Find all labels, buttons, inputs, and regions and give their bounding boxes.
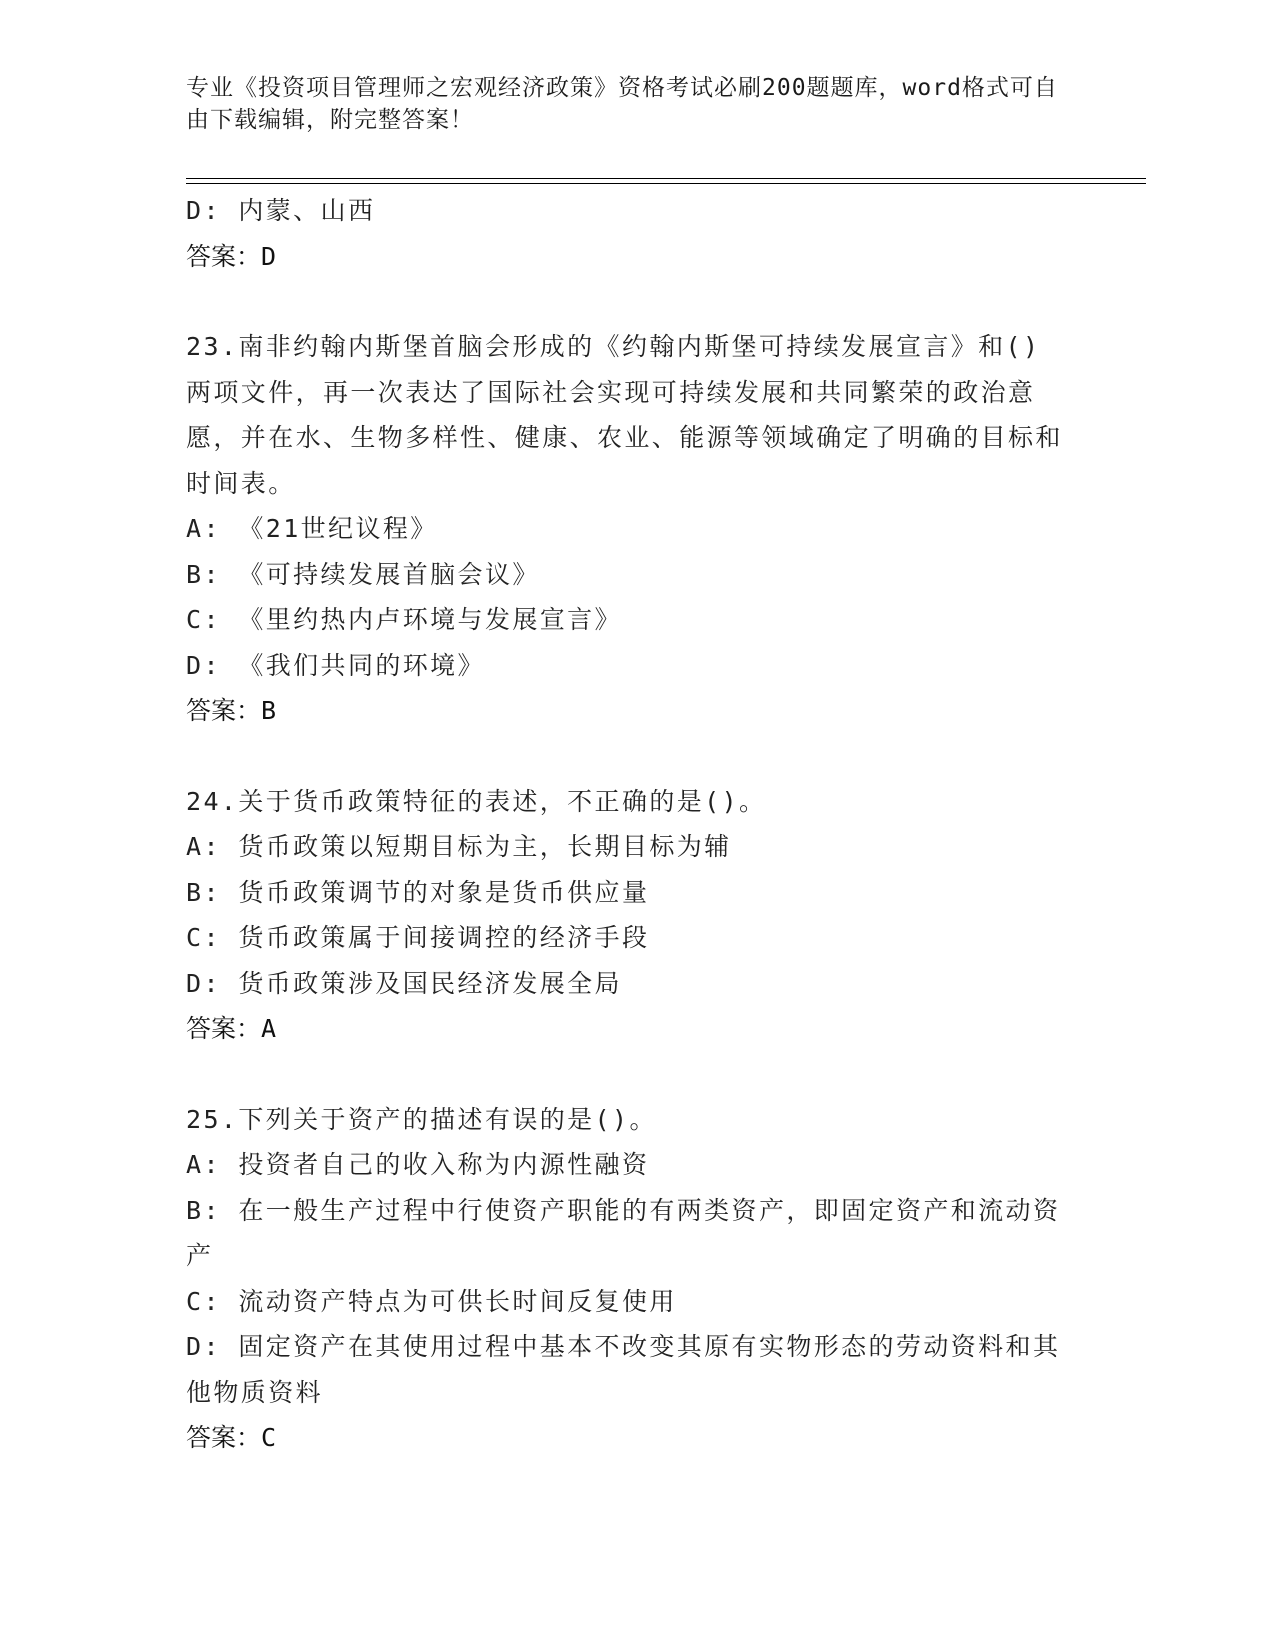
question-stem: 24.关于货币政策特征的表述，不正确的是()。 xyxy=(186,786,767,816)
option-b: B: 货币政策调节的对象是货币供应量 xyxy=(186,877,650,907)
answer-value: D xyxy=(261,241,277,271)
question-stem: 23.南非约翰内斯堡首脑会形成的《约翰内斯堡可持续发展宣言》和()两项文件，再一次表达了国际社会实现可持续发展和共同繁荣的政治意愿，并在水、生物多样性、健康、农业、能源等领域确定了明确的目标和时间表。 xyxy=(186,332,1063,498)
question-content xyxy=(186,188,1066,1461)
question-25 xyxy=(186,1097,1066,1461)
option-b: B: 《可持续发展首脑会议》 xyxy=(186,559,540,589)
page-header-title: 专业《投资项目管理师之宏观经济政策》资格考试必刷200题题库，word格式可自由下载编辑，附完整答案！ xyxy=(186,75,1058,133)
prev-option-d: D: 内蒙、山西 xyxy=(186,196,376,225)
option-c: C: 《里约热内卢环境与发展宣言》 xyxy=(186,605,622,634)
option-d: D: 固定资产在其使用过程中基本不改变其原有实物形态的劳动资料和其他物质资料 xyxy=(186,1332,1061,1407)
option-a: A: 货币政策以短期目标为主，长期目标为辅 xyxy=(186,832,732,861)
option-d: D: 货币政策涉及国民经济发展全局 xyxy=(186,968,622,998)
question-answer xyxy=(186,1415,1066,1461)
answer-label: 答案： xyxy=(186,241,262,271)
answer-value: B xyxy=(261,696,277,725)
option-d: D: 《我们共同的环境》 xyxy=(186,650,485,680)
question-stem: 25.下列关于资产的描述有误的是()。 xyxy=(186,1104,657,1134)
question-23 xyxy=(186,324,1066,734)
answer-value: C xyxy=(261,1423,277,1452)
header-divider-top xyxy=(186,178,1146,179)
option-b: B: 在一般生产过程中行使资产职能的有两类资产，即固定资产和流动资产 xyxy=(186,1195,1061,1270)
prev-answer xyxy=(186,234,1066,280)
question-answer xyxy=(186,1006,1066,1052)
header-divider-bottom xyxy=(186,183,1146,184)
answer-label: 答案： xyxy=(186,1423,262,1452)
answer-label: 答案： xyxy=(186,696,262,725)
answer-label: 答案： xyxy=(186,1014,262,1043)
option-c: C: 流动资产特点为可供长时间反复使用 xyxy=(186,1286,677,1316)
answer-value: A xyxy=(261,1014,277,1043)
option-a: A: 《21世纪议程》 xyxy=(186,514,438,543)
question-24 xyxy=(186,779,1066,1052)
option-a: A: 投资者自己的收入称为内源性融资 xyxy=(186,1150,650,1179)
question-answer xyxy=(186,688,1066,734)
option-c: C: 货币政策属于间接调控的经济手段 xyxy=(186,923,650,952)
